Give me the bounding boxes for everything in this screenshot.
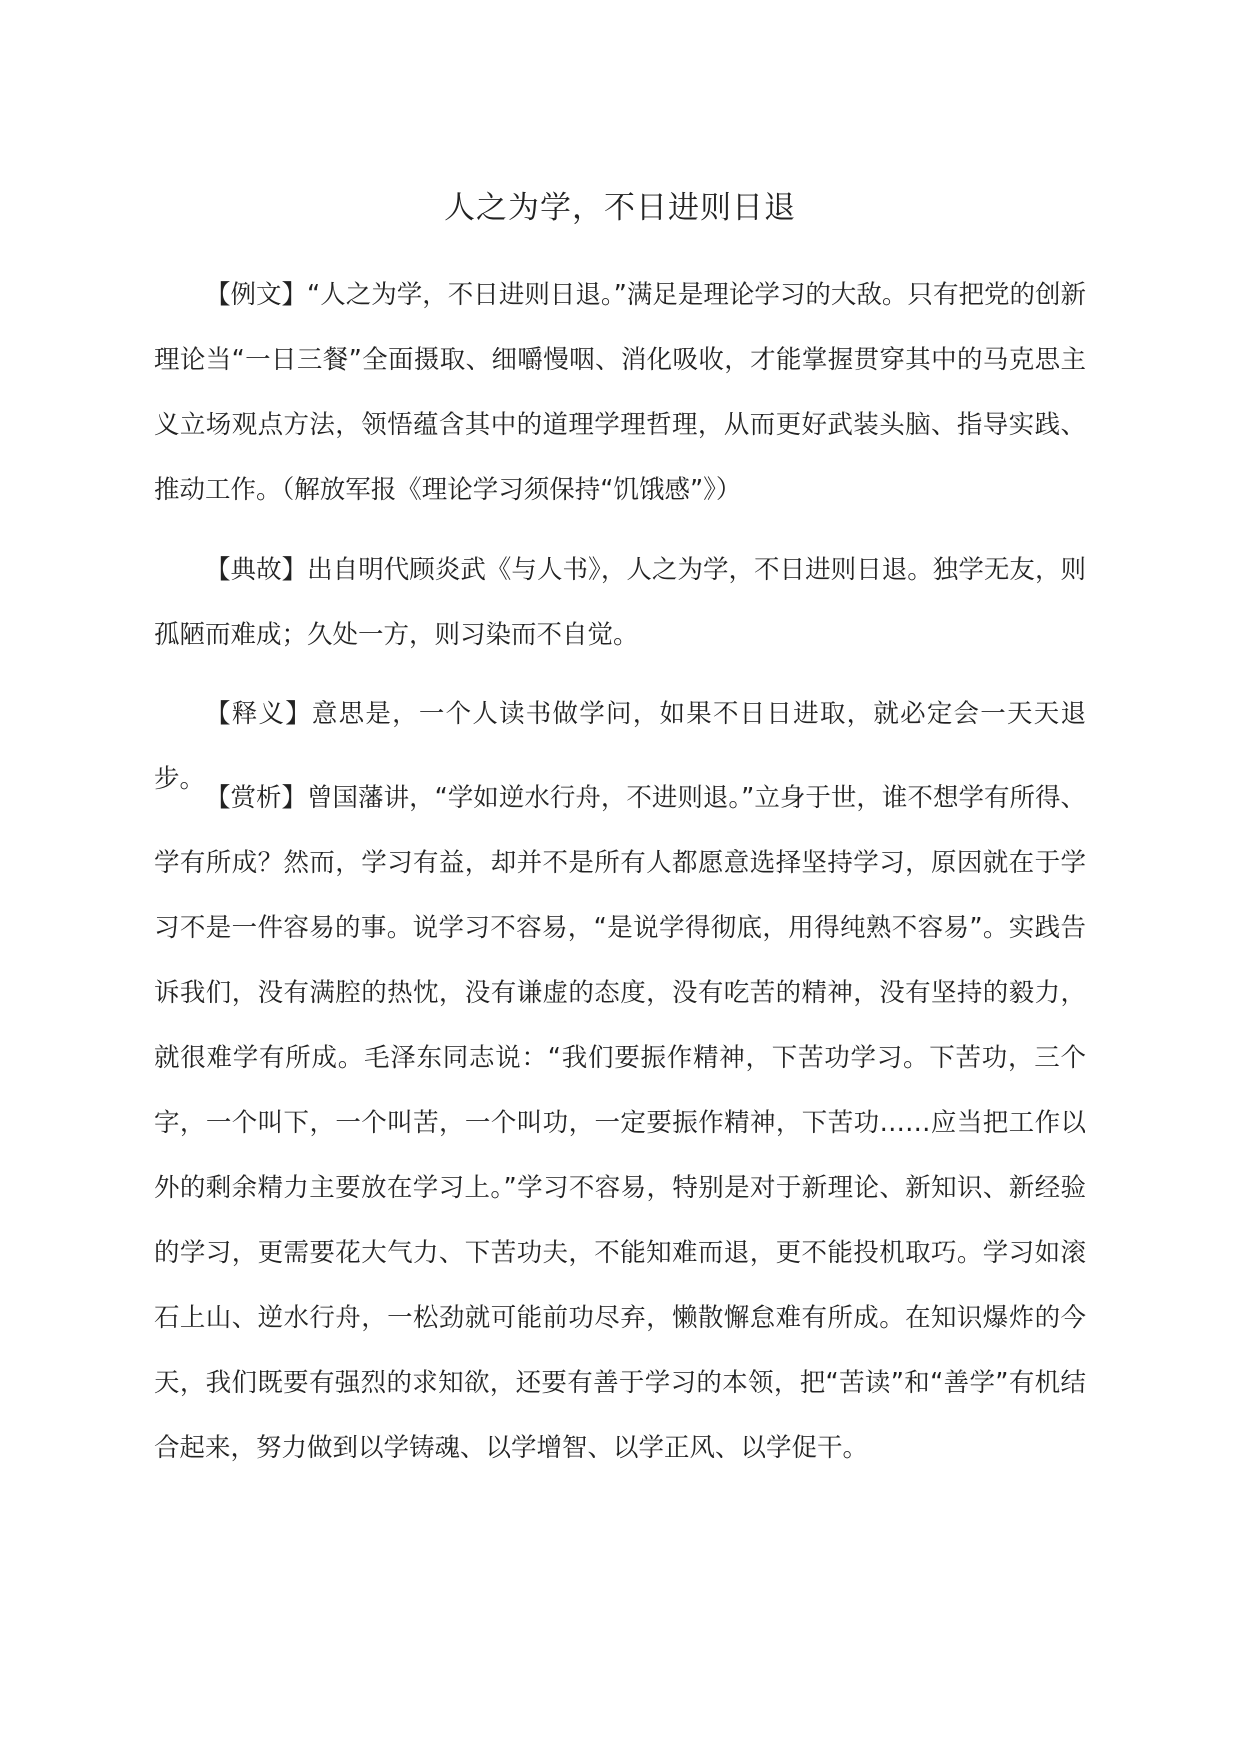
paragraph-interpretation: 【释义】意思是，一个人读书做学问，如果不日日进取，就必定会一天天退步。 <box>154 699 1086 794</box>
paragraph-allusion: 【典故】出自明代顾炎武《与人书》，人之为学，不日进则日退。独学无友，则孤陋而难成；久处一方，则习染而不自觉。 <box>154 555 1086 650</box>
document-page <box>154 0 1086 1754</box>
document-title: 人之为学，不日进则日退 <box>444 190 796 226</box>
paragraph-appreciation: 【赏析】曾国藩讲，“学如逆水行舟，不进则退。”立身于世，谁不想学有所得、学有所成？然而，学习有益，却并不是所有人都愿意选择坚持学习，原因就在于学习不是一件容易的事。说学习不容易，“是说学得彻底，用得纯熟不容易”。实践告诉我们，没有满腔的热忱，没有谦虚的态度，没有吃苦的精神，没有坚持的毅力，就很难学有所成。毛泽东同志说：“我们要振作精神，下苦功学习。下苦功，三个字，一个叫下，一个叫苦，一个叫功，一定要振作精神，下苦功……应当把工作以外的剩余精力主要放在学习上。”学习不容易，特别是对于新理论、新知识、新经验的学习，更需要花大气力、下苦功夫，不能知难而退，更不能投机取巧。学习如滚石上山、逆水行舟，一松劲就可能前功尽弃，懒散懈怠难有所成。在知识爆炸的今天，我们既要有强烈的求知欲，还要有善于学习的本领，把“苦读”和“善学”有机结合起来，努力做到以学铸魂、以学增智、以学正风、以学促干。 <box>154 783 1086 1463</box>
paragraph-example: 【例文】“人之为学，不日进则日退。”满足是理论学习的大敌。只有把党的创新理论当“一日三餐”全面摄取、细嚼慢咽、消化吸收，才能掌握贯穿其中的马克思主义立场观点方法，领悟蕴含其中的道理学理哲理，从而更好武装头脑、指导实践、推动工作。（解放军报《理论学习须保持“饥饿感”》） <box>154 280 1086 505</box>
